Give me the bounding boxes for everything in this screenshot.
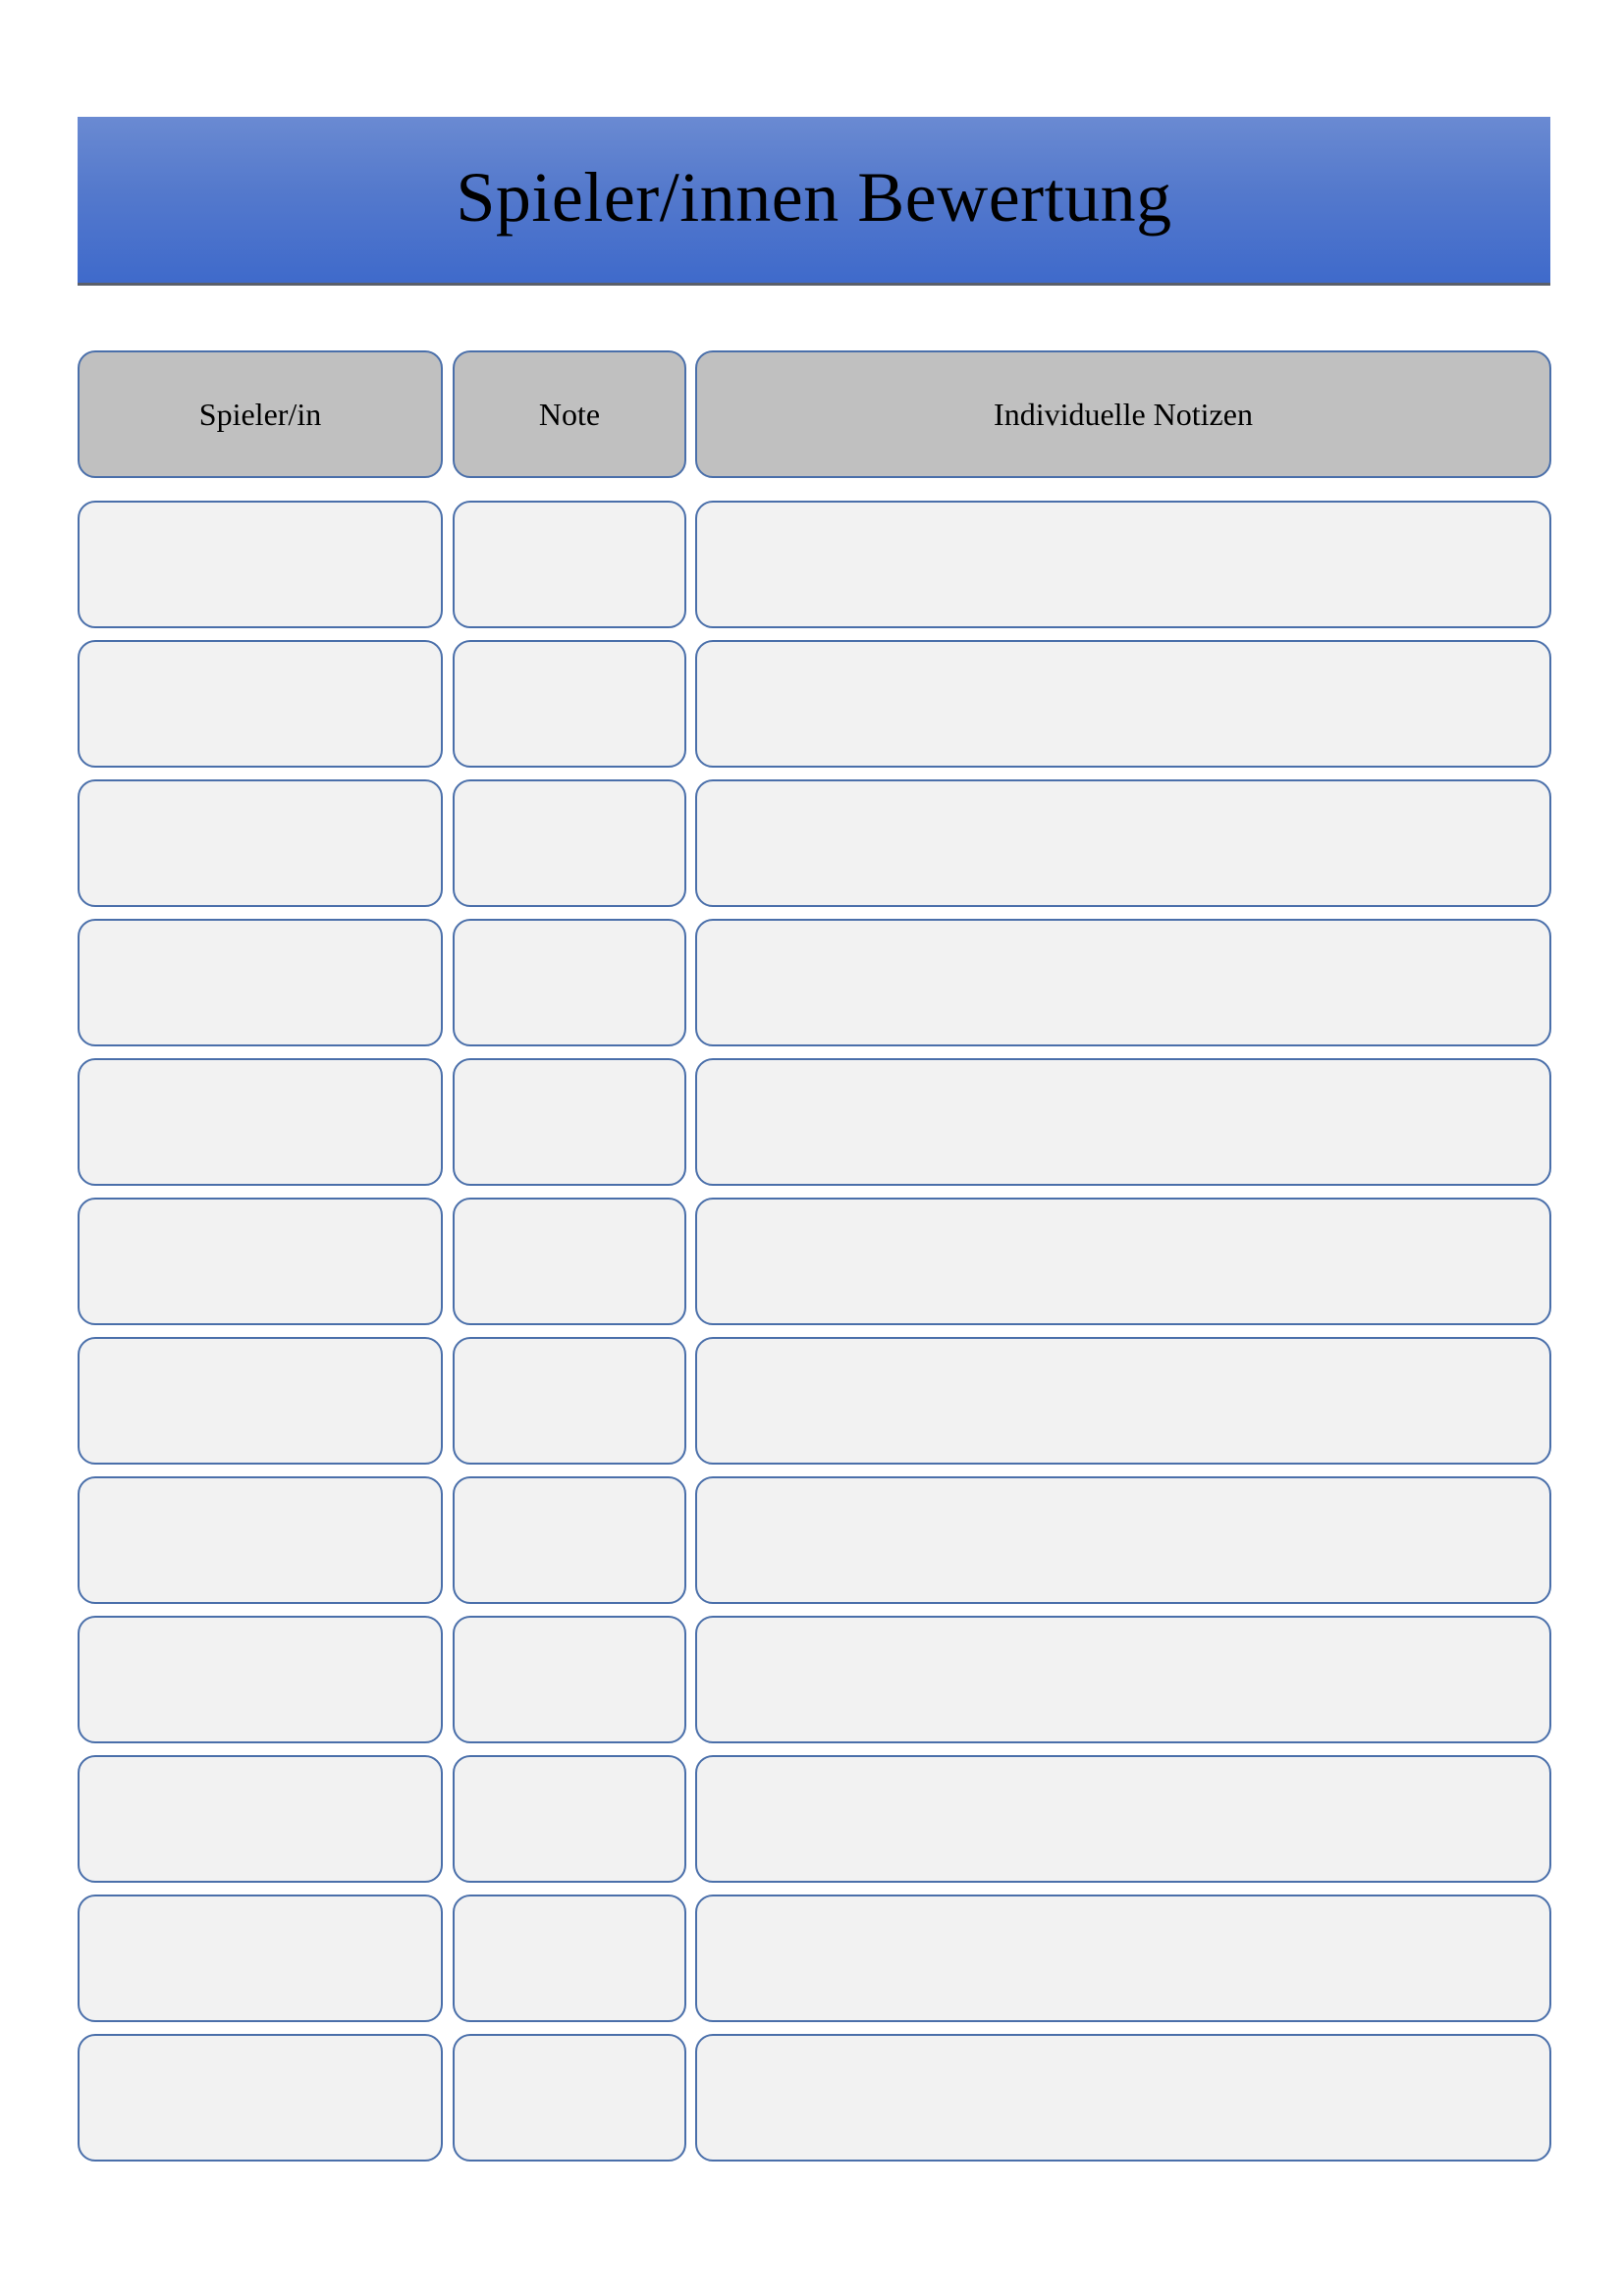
notes-field[interactable] <box>695 2034 1551 2162</box>
notes-field[interactable] <box>695 779 1551 907</box>
notes-field[interactable] <box>695 1337 1551 1465</box>
player-name-field[interactable] <box>78 1755 443 1883</box>
grade-field[interactable] <box>453 919 686 1046</box>
grade-field[interactable] <box>453 1895 686 2022</box>
grade-field[interactable] <box>453 640 686 768</box>
player-name-field[interactable] <box>78 501 443 628</box>
player-name-field[interactable] <box>78 919 443 1046</box>
player-name-field[interactable] <box>78 1058 443 1186</box>
grade-field[interactable] <box>453 1337 686 1465</box>
notes-field[interactable] <box>695 919 1551 1046</box>
player-name-field[interactable] <box>78 1476 443 1604</box>
player-name-field[interactable] <box>78 640 443 768</box>
grade-field[interactable] <box>453 1616 686 1743</box>
column-header-notes: Individuelle Notizen <box>695 350 1551 478</box>
column-header-grade: Note <box>453 350 686 478</box>
player-name-field[interactable] <box>78 1198 443 1325</box>
player-name-field[interactable] <box>78 779 443 907</box>
grade-field[interactable] <box>453 501 686 628</box>
player-name-field[interactable] <box>78 2034 443 2162</box>
notes-field[interactable] <box>695 1755 1551 1883</box>
grade-field[interactable] <box>453 2034 686 2162</box>
player-name-field[interactable] <box>78 1616 443 1743</box>
player-name-field[interactable] <box>78 1337 443 1465</box>
notes-field[interactable] <box>695 1476 1551 1604</box>
grade-field[interactable] <box>453 779 686 907</box>
notes-field[interactable] <box>695 501 1551 628</box>
notes-field[interactable] <box>695 1616 1551 1743</box>
notes-field[interactable] <box>695 640 1551 768</box>
grade-field[interactable] <box>453 1476 686 1604</box>
grade-field[interactable] <box>453 1058 686 1186</box>
notes-field[interactable] <box>695 1198 1551 1325</box>
player-name-field[interactable] <box>78 1895 443 2022</box>
notes-field[interactable] <box>695 1058 1551 1186</box>
title-banner <box>78 117 1550 286</box>
page-title: Spieler/innen Bewertung <box>456 158 1172 237</box>
grade-field[interactable] <box>453 1755 686 1883</box>
grade-field[interactable] <box>453 1198 686 1325</box>
notes-field[interactable] <box>695 1895 1551 2022</box>
column-header-player: Spieler/in <box>78 350 443 478</box>
